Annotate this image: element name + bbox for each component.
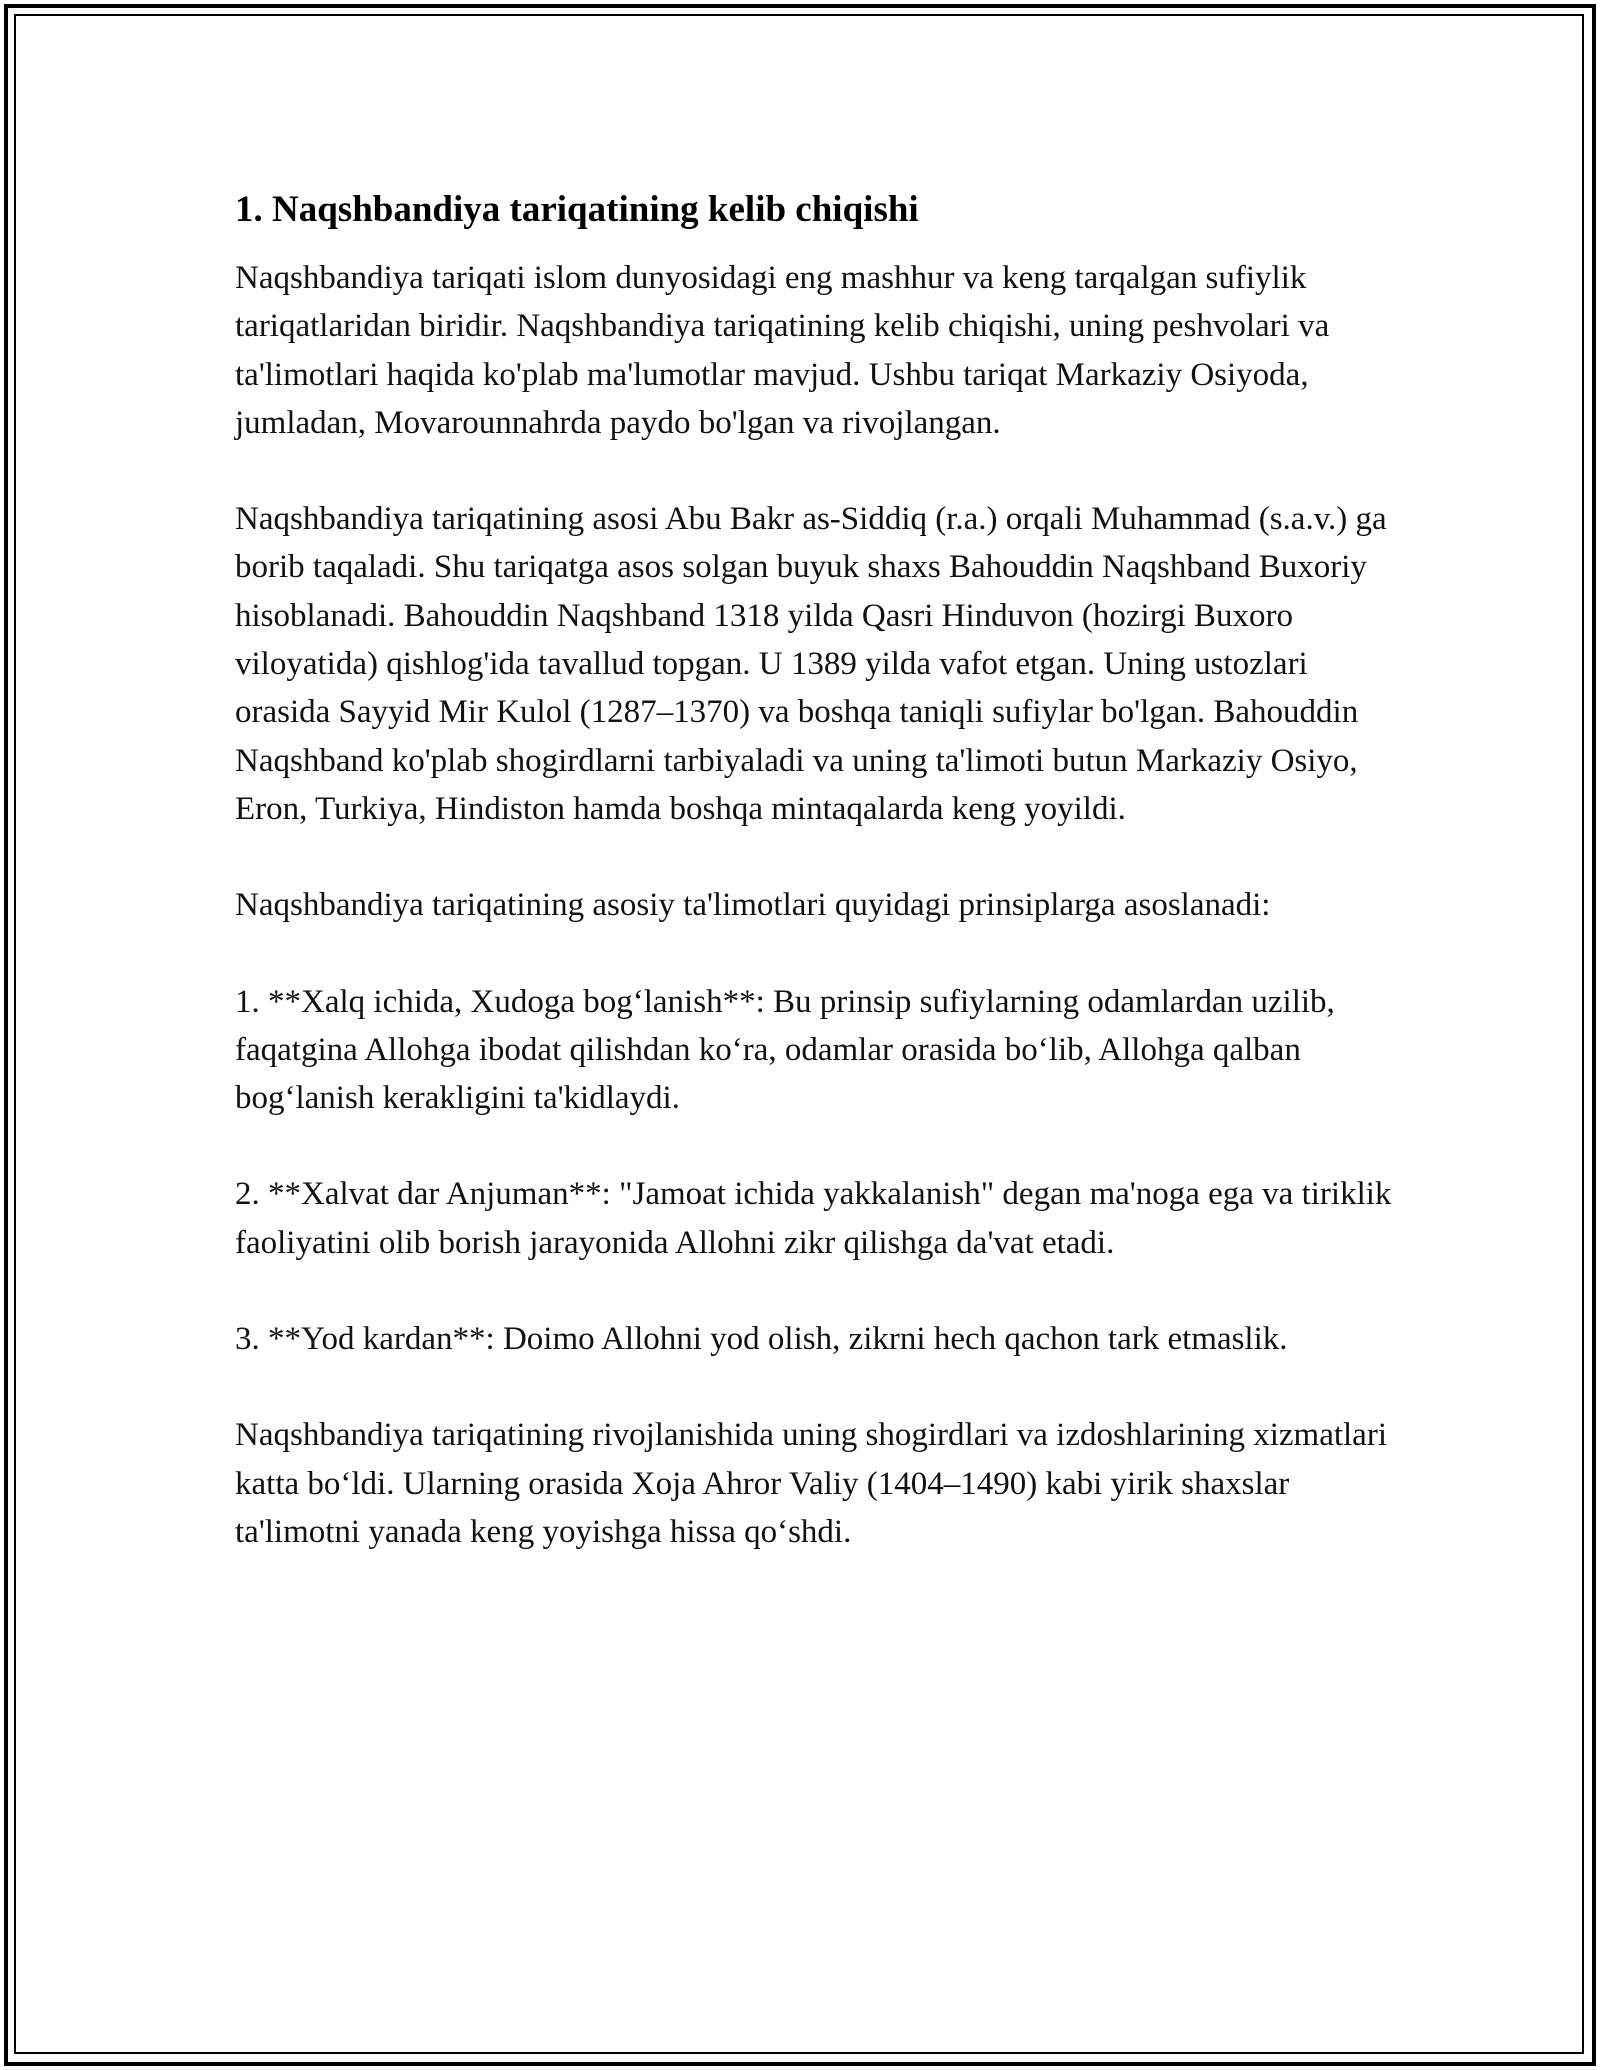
paragraph-principles-intro: Naqshbandiya tariqatining asosiy ta'limotlari quyidagi prinsiplarga asoslanadi: — [235, 887, 1271, 924]
document-title: 1. Naqshbandiya tariqatining kelib chiqishi — [235, 189, 919, 230]
paragraph-intro: Naqshbandiya tariqati islom dunyosidagi eng mashhur va keng tarqalgan sufiylik tariqatlaridan biridir. Naqshbandiya tariqatining kelib chiqishi, uning peshvolari va ta'limotlari haqida ko'plab ma'lumotlar mavjud. Ushbu tariqat Markaziy Osiyoda, jumladan, Movarounnahrda paydo bo'lgan va rivojlangan. — [235, 260, 1330, 441]
principle-item-3: 3. **Yod kardan**: Doimo Allohni yod olish, zikrni hech qachon tark etmaslik. — [235, 1321, 1288, 1358]
principle-item-2: 2. **Xalvat dar Anjuman**: "Jamoat ichida yakkalanish" degan ma'noga ega va tiriklik faoliyatini olib borish jarayonida Allohni zikr qilishga da'vat etadi. — [235, 1176, 1392, 1261]
document-body — [235, 186, 1400, 1604]
paragraph-history: Naqshbandiya tariqatining asosi Abu Bakr as-Siddiq (r.a.) orqali Muhammad (s.a.v.) ga borib taqaladi. Shu tariqatga asos solgan buyuk shaxs Bahouddin Naqshband Buxoriy hisoblanadi. Bahouddin Naqshband 1318 yilda Qasri Hinduvon (hozirgi Buxoro viloyatida) qishlog'ida tavallud topgan. U 1389 yilda vafot etgan. Uning ustozlari orasida Sayyid Mir Kulol (1287–1370) va boshqa taniqli sufiylar bo'lgan. Bahouddin Naqshband ko'plab shogirdlarni tarbiyaladi va uning ta'limoti butun Markaziy Osiyo, Eron, Turkiya, Hindiston hamda boshqa mintaqalarda keng yoyildi. — [235, 501, 1387, 827]
paragraph-development: Naqshbandiya tariqatining rivojlanishida uning shogirdlari va izdoshlarining xizmatlari katta bo‘ldi. Ularning orasida Xoja Ahror Valiy (1404–1490) kabi yirik shaxslar ta'limotni yanada keng yoyishga hissa qo‘shdi. — [235, 1417, 1387, 1550]
principle-item-1: 1. **Xalq ichida, Xudoga bog‘lanish**: Bu prinsip sufiylarning odamlardan uzilib, faqatgina Allohga ibodat qilishdan ko‘ra, odamlar orasida bo‘lib, Allohga qalban bog‘lanish kerakligini ta'kidlaydi. — [235, 983, 1335, 1117]
